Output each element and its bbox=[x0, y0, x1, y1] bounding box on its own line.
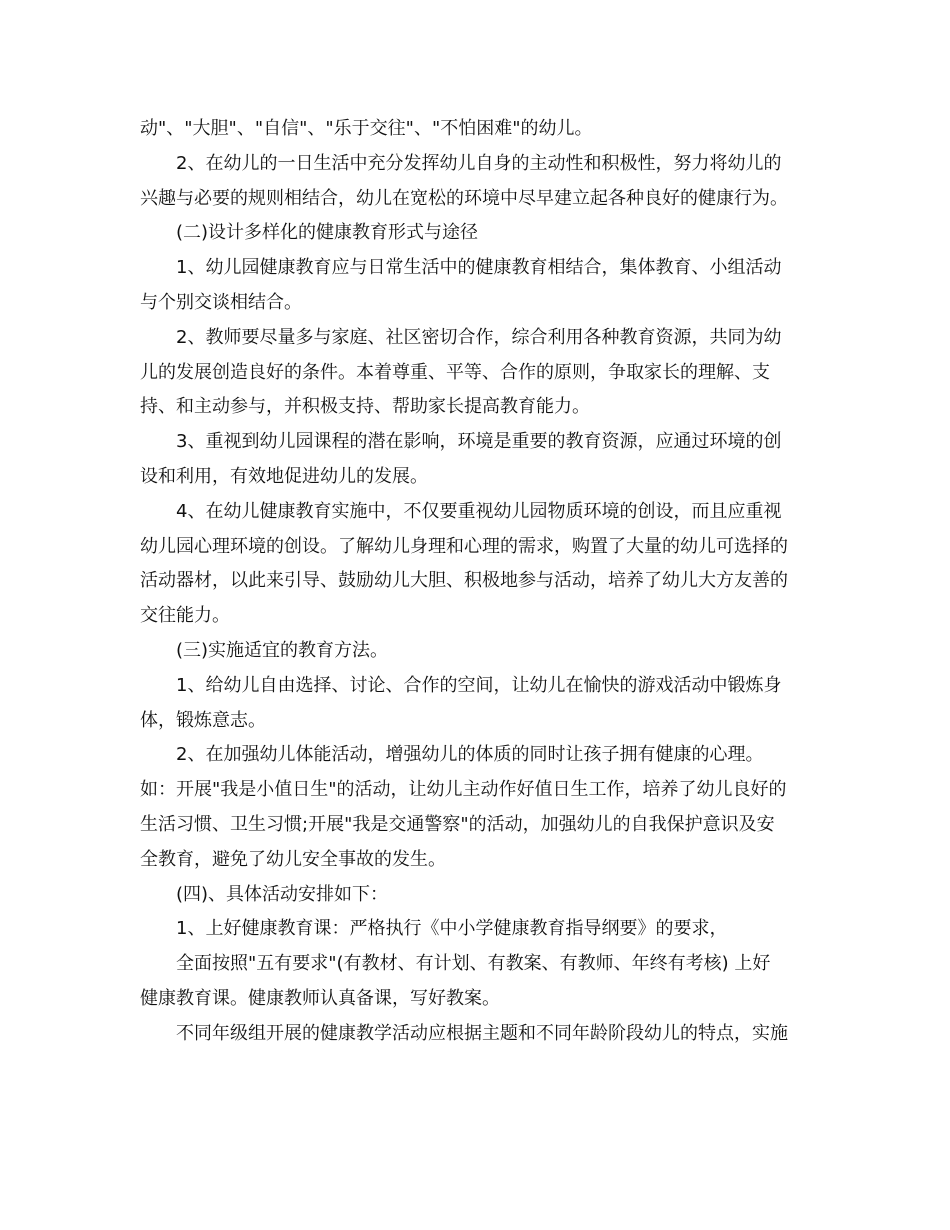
text-line: 3、重视到幼儿园课程的潜在影响，环境是重要的教育资源，应通过环境的创 bbox=[176, 431, 782, 453]
text-line: 交往能力。 bbox=[140, 605, 230, 627]
text-line: 儿的发展创造良好的条件。本着尊重、平等、合作的原则，争取家长的理解、支 bbox=[140, 361, 770, 383]
text-line: 不同年级组开展的健康教学活动应根据主题和不同年龄阶段幼儿的特点，实施 bbox=[176, 1022, 788, 1044]
text-line: 生活习惯、卫生习惯;开展"我是交通警察"的活动，加强幼儿的自我保护意识及安 bbox=[140, 813, 775, 835]
text-line: 活动器材，以此来引导、鼓励幼儿大胆、积极地参与活动，培养了幼儿大方友善的 bbox=[140, 570, 788, 592]
text-line: 4、在幼儿健康教育实施中，不仅要重视幼儿园物质环境的创设，而且应重视 bbox=[176, 500, 782, 522]
text-line: 健康教育课。健康教师认真备课，写好教案。 bbox=[140, 987, 500, 1009]
text-line: 1、给幼儿自由选择、讨论、合作的空间，让幼儿在愉快的游戏活动中锻炼身 bbox=[176, 674, 782, 696]
text-line: 持、和主动参与，并积极支持、帮助家长提高教育能力。 bbox=[140, 396, 590, 418]
text-line: (四)、具体活动安排如下： bbox=[176, 883, 389, 905]
text-line: 体，锻炼意志。 bbox=[140, 709, 266, 731]
text-line: 幼儿园心理环境的创设。了解幼儿身理和心理的需求，购置了大量的幼儿可选择的 bbox=[140, 535, 788, 557]
text-line: 如：开展"我是小值日生"的活动，让幼儿主动作好值日生工作，培养了幼儿良好的 bbox=[140, 779, 787, 801]
text-line: (三)实施适宜的教育方法。 bbox=[176, 639, 389, 661]
text-line: 动"、"大胆"、"自信"、"乐于交往"、"不怕困难"的幼儿。 bbox=[140, 118, 593, 139]
text-line: 2、在幼儿的一日生活中充分发挥幼儿自身的主动性和积极性，努力将幼儿的 bbox=[176, 152, 782, 174]
text-line: 兴趣与必要的规则相结合，幼儿在宽松的环境中尽早建立起各种良好的健康行为。 bbox=[140, 187, 788, 209]
text-line: 1、幼儿园健康教育应与日常生活中的健康教育相结合，集体教育、小组活动 bbox=[176, 257, 782, 279]
text-line: 全教育，避免了幼儿安全事故的发生。 bbox=[140, 848, 446, 870]
text-line: 与个别交谈相结合。 bbox=[140, 291, 302, 313]
text-line: 2、在加强幼儿体能活动，增强幼儿的体质的同时让孩子拥有健康的心理。 bbox=[176, 744, 764, 766]
text-line: 2、教师要尽量多与家庭、社区密切合作，综合利用各种教育资源，共同为幼 bbox=[176, 326, 782, 348]
text-line: 1、上好健康教育课：严格执行《中小学健康教育指导纲要》的要求， bbox=[176, 918, 728, 940]
text-line: (二)设计多样化的健康教育形式与途径 bbox=[176, 222, 479, 244]
text-line: 全面按照"五有要求"(有教材、有计划、有教案、有教师、年终有考核) 上好 bbox=[176, 953, 771, 975]
document-body bbox=[140, 112, 810, 1052]
text-line: 设和利用，有效地促进幼儿的发展。 bbox=[140, 465, 428, 487]
